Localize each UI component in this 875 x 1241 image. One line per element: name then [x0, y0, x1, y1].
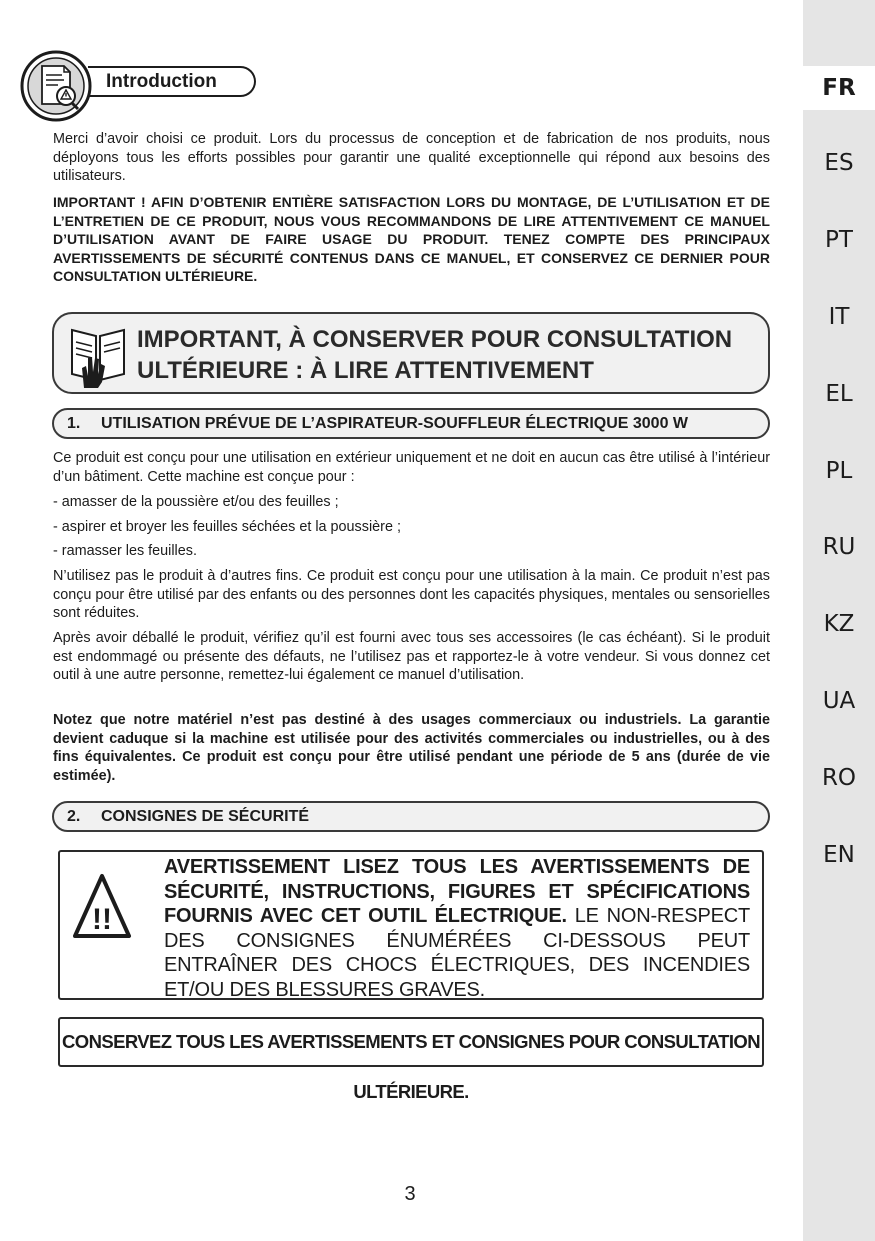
list-item: - aspirer et broyer les feuilles séchées et la poussière ;: [53, 519, 401, 535]
important-banner-title: [137, 324, 732, 386]
warning-text-bold: AVERTISSEMENT LISEZ TOUS LES AVERTISSEMENTS DE SÉCURITÉ, INSTRUCTIONS, FIGURES ET SPÉCIFICATIONS FOURNIS AVEC CET OUTIL ÉLECTRIQUE.: [164, 856, 750, 927]
lang-tab-kz[interactable]: KZ: [823, 611, 855, 637]
lang-tab-en[interactable]: EN: [823, 842, 855, 868]
warning-text-normal: LE NON-RESPECT DES CONSIGNES ÉNUMÉRÉES CI-DESSOUS PEUT ENTRAÎNER DES CHOCS ÉLECTRIQUES, DES INCENDIES ET/OU DES BLESSURES GRAVES.: [164, 905, 750, 1001]
lang-tab-el[interactable]: EL: [825, 381, 853, 407]
section-1-title: UTILISATION PRÉVUE DE L’ASPIRATEUR-SOUFFLEUR ÉLECTRIQUE 3000 W: [101, 415, 689, 432]
lang-tab-ru[interactable]: RU: [822, 534, 856, 560]
intro-title: Introduction: [106, 71, 217, 92]
section-1-paragraph: Après avoir déballé le produit, vérifiez qu’il est fourni avec tous ses accessoires (le cas échéant). Si le produit est endommagé ou présente des défauts, ne l’utilisez pas et rapportez-le à votre vendeur. Si vous donnez cet outil à une autre personne, remettez-lui également ce manuel d’utilisation.: [53, 630, 770, 684]
section-2-number: 2.: [67, 808, 81, 825]
list-item: - ramasser les feuilles.: [53, 543, 197, 559]
lang-tab-ua[interactable]: UA: [822, 688, 856, 714]
page-number: 3: [404, 1183, 416, 1205]
important-banner-line2: ULTÉRIEURE : À LIRE ATTENTIVEMENT: [137, 357, 594, 384]
warning-glyph: !!: [92, 903, 112, 936]
lang-tab-es[interactable]: ES: [824, 150, 854, 176]
read-manual-icon: [68, 322, 128, 390]
important-banner-line1: IMPORTANT, À CONSERVER POUR CONSULTATION: [137, 326, 733, 353]
section-1-number: 1.: [67, 415, 81, 432]
warning-text: [164, 855, 750, 1002]
lang-tab-pl[interactable]: PL: [825, 458, 853, 484]
section-1-paragraph: N’utilisez pas le produit à d’autres fins. Ce produit est conçu pour une utilisation à la main. Ce produit n’est pas conçu pour être utilisé par des enfants ou des personnes dont les capacités physiques, mentales ou sensorielles sont réduites.: [53, 568, 770, 622]
lang-tab-ro[interactable]: RO: [821, 765, 857, 791]
lang-tab-pt[interactable]: PT: [825, 227, 853, 253]
section-1-paragraph: Ce produit est conçu pour une utilisation en extérieur uniquement et ne doit en aucun cas être utilisé à l’intérieur d’un bâtiment. Cette machine est conçue pour :: [53, 450, 770, 485]
commercial-use-notice: Notez que notre matériel n’est pas destiné à des usages commerciaux ou industriels. La garantie devient caduque si la machine est utilisée pour des activités commerciales ou industrielles, ou à des fins équivalentes. Ce produit est conçu pour être utilisé pendant une période de 5 ans (durée de vie estimée).: [53, 712, 770, 784]
lang-tab-fr[interactable]: FR: [803, 66, 875, 110]
lang-tab-it[interactable]: IT: [828, 304, 850, 330]
list-item: - amasser de la poussière et/ou des feuilles ;: [53, 494, 339, 510]
intro-important-paragraph: IMPORTANT ! AFIN D’OBTENIR ENTIÈRE SATISFACTION LORS DU MONTAGE, DE L’UTILISATION ET DE L’ENTRETIEN DE CE PRODUIT, NOUS VOUS RECOMMANDONS DE LIRE ATTENTIVEMENT CE MANUEL D’UTILISATION AVANT DE FAIRE USAGE DU PRODUIT. TENEZ COMPTE DES PRINCIPAUX AVERTISSEMENTS DE SÉCURITÉ CONTENUS DANS CE MANUEL, ET CONSERVEZ CE DERNIER POUR CONSULTATION ULTÉRIEURE.: [53, 194, 770, 285]
intro-paragraph: Merci d’avoir choisi ce produit. Lors du processus de conception et de fabrication de nos produits, nous déployons tous les efforts possibles pour garantir une qualité exceptionnelle qui répond aux besoins des utilisateurs.: [53, 131, 770, 185]
document-warning-icon: [20, 50, 92, 122]
section-2-title: CONSIGNES DE SÉCURITÉ: [101, 808, 310, 825]
keep-notice: CONSERVEZ TOUS LES AVERTISSEMENTS ET CONSIGNES POUR CONSULTATION ULTÉRIEURE.: [62, 1031, 760, 1102]
warning-triangle-icon: [72, 872, 132, 942]
language-sidebar: [803, 0, 875, 1241]
